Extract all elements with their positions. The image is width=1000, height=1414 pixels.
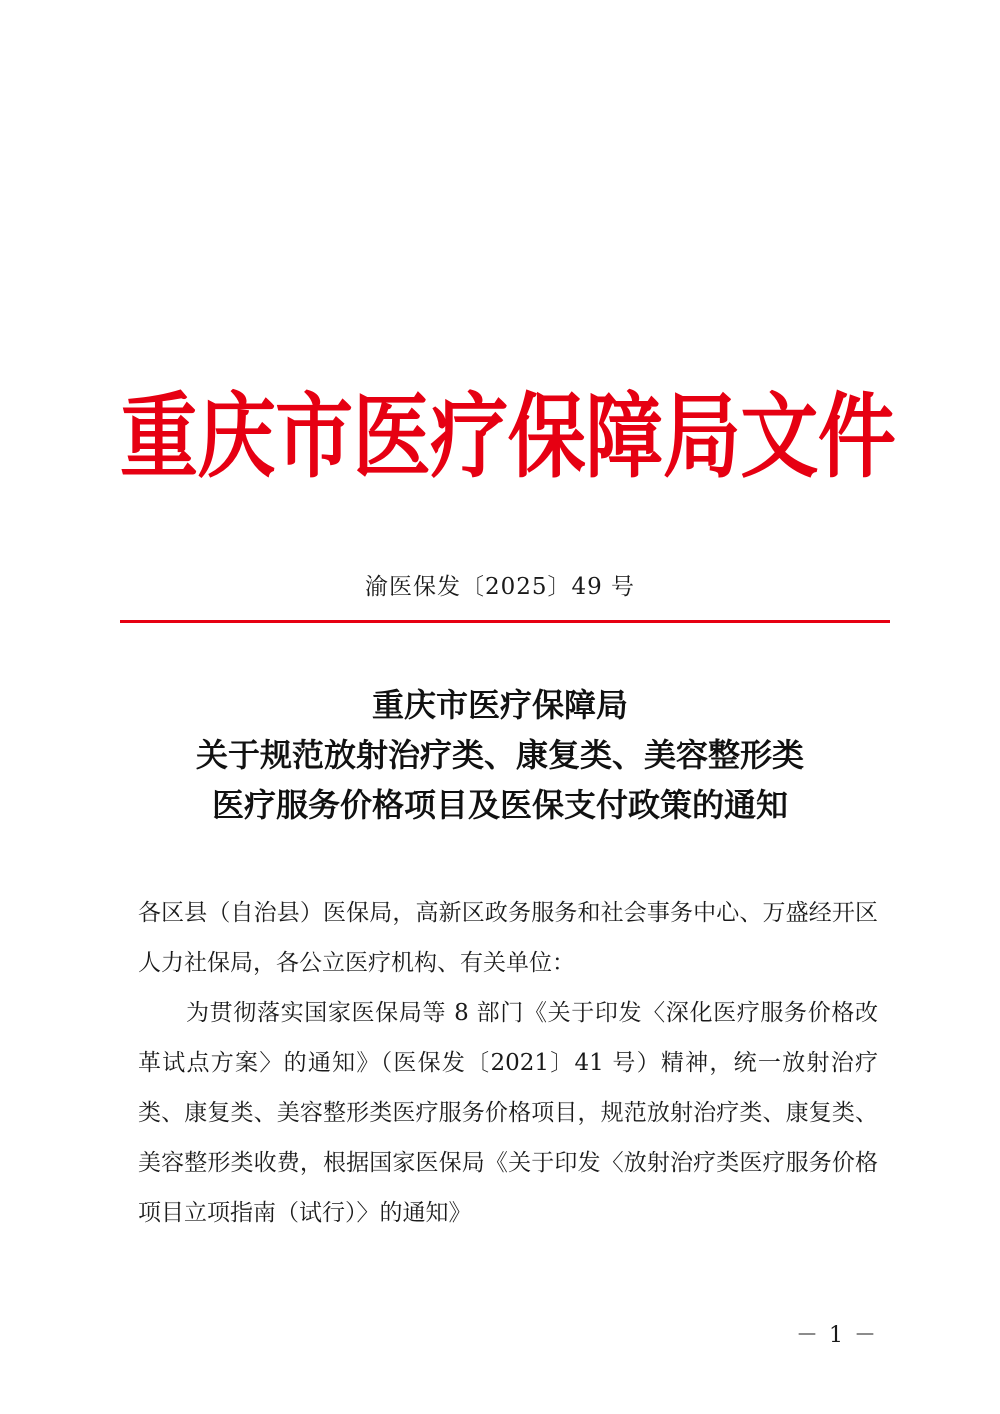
document-masthead xyxy=(120,367,896,509)
document-body xyxy=(138,888,878,1238)
salutation: 各区县（自治县）医保局，高新区政务服务和社会事务中心、万盛经开区人力社保局，各公立医疗机构、有关单位： xyxy=(138,900,878,976)
masthead-char: 庆 xyxy=(197,384,276,492)
masthead-char: 重 xyxy=(120,384,199,492)
masthead-char: 市 xyxy=(275,384,354,492)
page-number: － 1 － xyxy=(796,1323,878,1348)
paragraph-1: 为贯彻落实国家医保局等 8 部门《关于印发〈深化医疗服务价格改革试点方案〉的通知》（医保发〔2021〕41 号）精神，统一放射治疗类、康复类、美容整形类医疗服务价格项目，规范放射治疗类、康复类、美容整形类收费，根据国家医保局《关于印发〈放射治疗类医疗服务价格项目立项指南（试行）〉的通知》 xyxy=(138,1000,878,1226)
masthead-char: 局 xyxy=(662,384,741,492)
title-line-1: 重庆市医疗保障局 xyxy=(371,686,628,724)
red-divider-line xyxy=(120,620,890,623)
masthead-char: 疗 xyxy=(430,384,509,492)
masthead-char: 医 xyxy=(352,384,431,492)
document-title xyxy=(0,680,1000,830)
title-line-2: 关于规范放射治疗类、康复类、美容整形类 xyxy=(195,736,804,774)
masthead-char: 件 xyxy=(817,384,896,492)
masthead-char: 保 xyxy=(507,384,586,492)
masthead-char: 障 xyxy=(585,384,664,492)
masthead-char: 文 xyxy=(740,384,819,492)
document-number: 渝医保发〔2025〕49 号 xyxy=(364,574,636,600)
title-line-3: 医疗服务价格项目及医保支付政策的通知 xyxy=(211,786,788,824)
